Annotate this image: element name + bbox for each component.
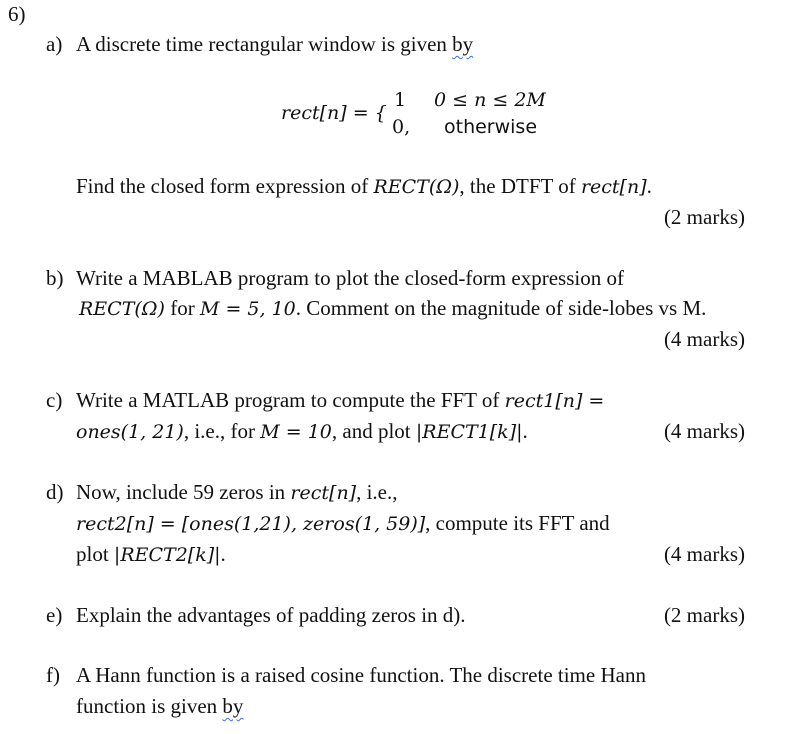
part-d-compute: , compute its FFT and [425,511,610,535]
part-d-rect-n: rect[n] [290,482,357,504]
part-a-label: a) [46,32,63,56]
part-a-intro [76,34,473,55]
part-c-end: . [522,419,528,443]
part-c-line1 [76,390,604,411]
part-a-intro-last-word: by [452,32,474,56]
part-e-label: e) [46,603,63,627]
part-d-ie: , i.e., [356,480,398,504]
part-c-ie: , i.e., for [183,419,261,443]
part-b-rect-omega: RECT(Ω) [79,298,165,320]
part-f-line2-text: function is given [76,694,218,718]
part-c-label: c) [46,388,63,412]
find-mid: , the DTFT of [459,174,581,198]
part-c-marks: (4 marks) [663,419,745,443]
case2-condition: otherwise [444,116,538,138]
part-b-m-values: M = 5, 10 [199,298,296,320]
part-c-rect1: rect1[n] = [504,390,605,412]
part-d-line1-text: Now, include 59 zeros in [76,480,291,504]
part-d-plot: plot [76,542,114,566]
part-d-rect2k: |RECT2[k]| [113,544,221,566]
part-c-ones: ones(1, 21) [76,421,184,443]
part-b-comment: . Comment on the magnitude of side-lobes vs M. [295,296,707,320]
part-c-and-plot: , and plot [331,419,416,443]
part-d-label: d) [46,480,64,504]
part-d-line3 [76,544,226,565]
case2-value: 0, [392,116,411,138]
part-c-rect1k: |RECT1[k]| [415,421,523,443]
part-b-marks: (4 marks) [663,327,745,351]
part-f-line1: A Hann function is a raised cosine function. The discrete time Hann [76,663,646,687]
case1-value: 1 [394,89,407,111]
part-d-rect2-def: rect2[n] = [ones(1,21), zeros(1, 59)] [76,513,426,535]
part-f-label: f) [46,663,60,687]
part-a-intro-text: A discrete time rectangular window is given [76,32,447,56]
find-prefix: Find the closed form expression of [76,174,374,198]
rect-equation-lhs: rect[n] = { [281,102,387,124]
part-f-line2 [76,696,243,717]
part-e-text: Explain the advantages of padding zeros in d). [76,603,466,627]
part-b-label: b) [46,266,64,290]
find-rect-n: rect[n] [580,176,647,198]
part-b-line2 [79,298,706,319]
case1-condition: 0 ≤ n ≤ 2M [434,89,546,111]
part-d-marks: (4 marks) [663,542,745,566]
question-number: 6) [8,2,26,26]
part-d-line1 [76,482,398,503]
part-e-marks: (2 marks) [663,603,745,627]
part-f-line2-last-word: by [222,694,244,718]
part-d-line2 [76,513,610,534]
part-c-m10: M = 10 [260,421,332,443]
part-c-line1-text: Write a MATLAB program to compute the FFT of [76,388,505,412]
find-rect-omega: RECT(Ω) [373,176,460,198]
part-b-line1: Write a MABLAB program to plot the closed-form expression of [76,266,624,290]
part-a-find-sentence [76,176,652,197]
part-c-line2 [76,421,528,442]
part-d-end: . [220,542,226,566]
part-b-for: for [164,296,200,320]
find-end: . [646,174,652,198]
part-a-marks: (2 marks) [663,205,745,229]
